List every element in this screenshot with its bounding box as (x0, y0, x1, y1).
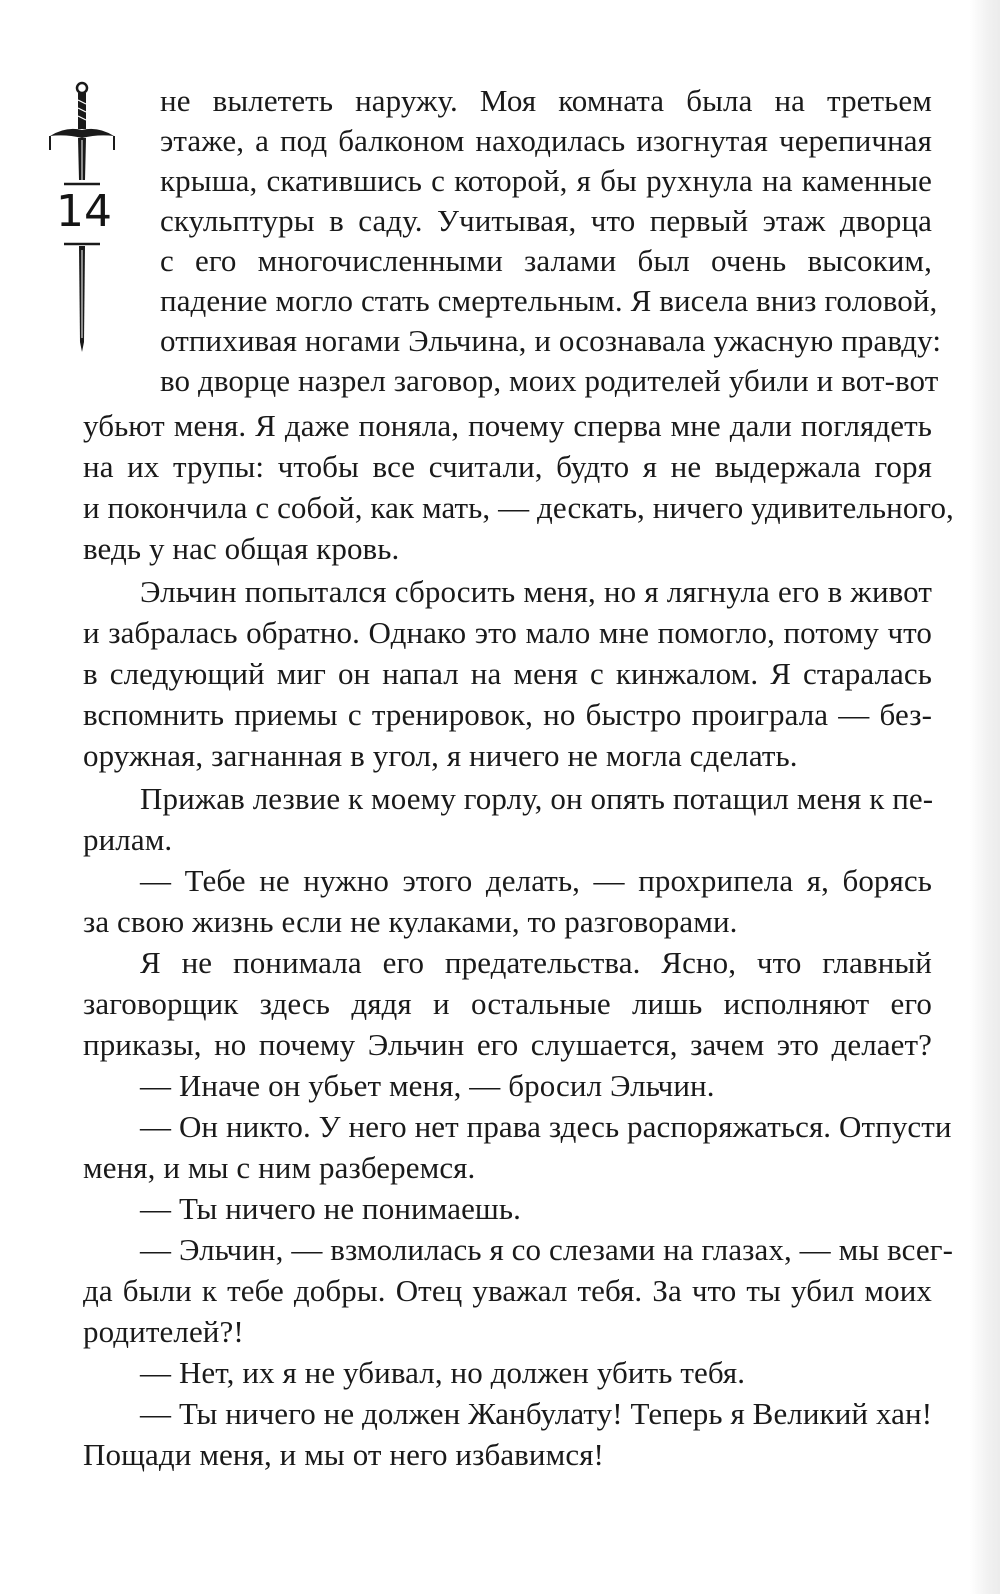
text-line: в следующий миг он напал на меня с кинжалом. Я старалась (83, 656, 932, 691)
text-line: скульптуры в саду. Учитывая, что первый этаж дворца (160, 203, 932, 238)
text-line: — Эльчин, — взмолилась я со слезами на глазах, — мы всег- (140, 1232, 954, 1267)
text-line: — Ты ничего не должен Жанбулату! Теперь я Великий хан! (140, 1396, 933, 1431)
text-line: на их трупы: чтобы все считали, будто я не выдержала горя (83, 449, 932, 484)
text-line: заговорщик здесь дядя и остальные лишь исполняют его (83, 986, 932, 1021)
text-line: за свою жизнь если не кулаками, то разговорами. (83, 904, 738, 939)
text-line: родителей?! (83, 1314, 244, 1349)
text-line: вспомнить приемы с тренировок, но быстро проиграла — без- (83, 697, 932, 732)
text-line: ведь у нас общая кровь. (83, 531, 400, 566)
text-line: да были к тебе добры. Отец уважал тебя. За что ты убил моих (83, 1273, 932, 1308)
text-line: приказы, но почему Эльчин его слушается, зачем это делает? (83, 1027, 932, 1062)
text-line: рилам. (83, 822, 173, 857)
text-line: меня, и мы с ним разберемся. (83, 1150, 476, 1185)
text-line: с его многочисленными залами был очень высоким, (160, 243, 932, 278)
page-number: 14 (56, 186, 112, 237)
text-line: Я не понимала его предательства. Ясно, что главный (140, 945, 932, 980)
text-line: убьют меня. Я даже поняла, почему сперва мне дали поглядеть (83, 408, 932, 443)
text-line: падение могло стать смертельным. Я висела вниз головой, (160, 283, 938, 318)
text-line: — Иначе он убьет меня, — бросил Эльчин. (140, 1068, 715, 1103)
text-line: не вылететь наружу. Моя комната была на третьем (160, 83, 932, 118)
text-line: — Нет, их я не убивал, но должен убить тебя. (140, 1355, 746, 1390)
text-line: и покончила с собой, как мать, — дескать, ничего удивительного, (83, 490, 954, 525)
text-line: и забралась обратно. Однако это мало мне помогло, потому что (83, 615, 932, 650)
text-line: — Ты ничего не понимаешь. (140, 1191, 521, 1226)
text-line: — Тебе не нужно этого делать, — прохрипела я, борясь (140, 863, 932, 898)
text-line: Прижав лезвие к моему горлу, он опять потащил меня к пе- (140, 781, 934, 816)
text-line: отпихивая ногами Эльчина, и осознавала ужасную правду: (160, 323, 942, 358)
text-line: оружная, загнанная в угол, я ничего не могла сделать. (83, 738, 798, 773)
text-line: Пощади меня, и мы от него избавимся! (83, 1437, 604, 1472)
text-line: — Он никто. У него нет права здесь распоряжаться. Отпусти (140, 1109, 952, 1144)
text-line: крыша, скатившись с которой, я бы рухнула на каменные (160, 163, 932, 198)
text-line: Эльчин попытался сбросить меня, но я лягнула его в живот (140, 574, 932, 609)
text-line: во дворце назрел заговор, моих родителей убили и вот-вот (160, 363, 939, 398)
page-edge-shadow (970, 0, 1000, 1594)
text-line: этаже, а под балконом находилась изогнутая черепичная (160, 123, 932, 158)
